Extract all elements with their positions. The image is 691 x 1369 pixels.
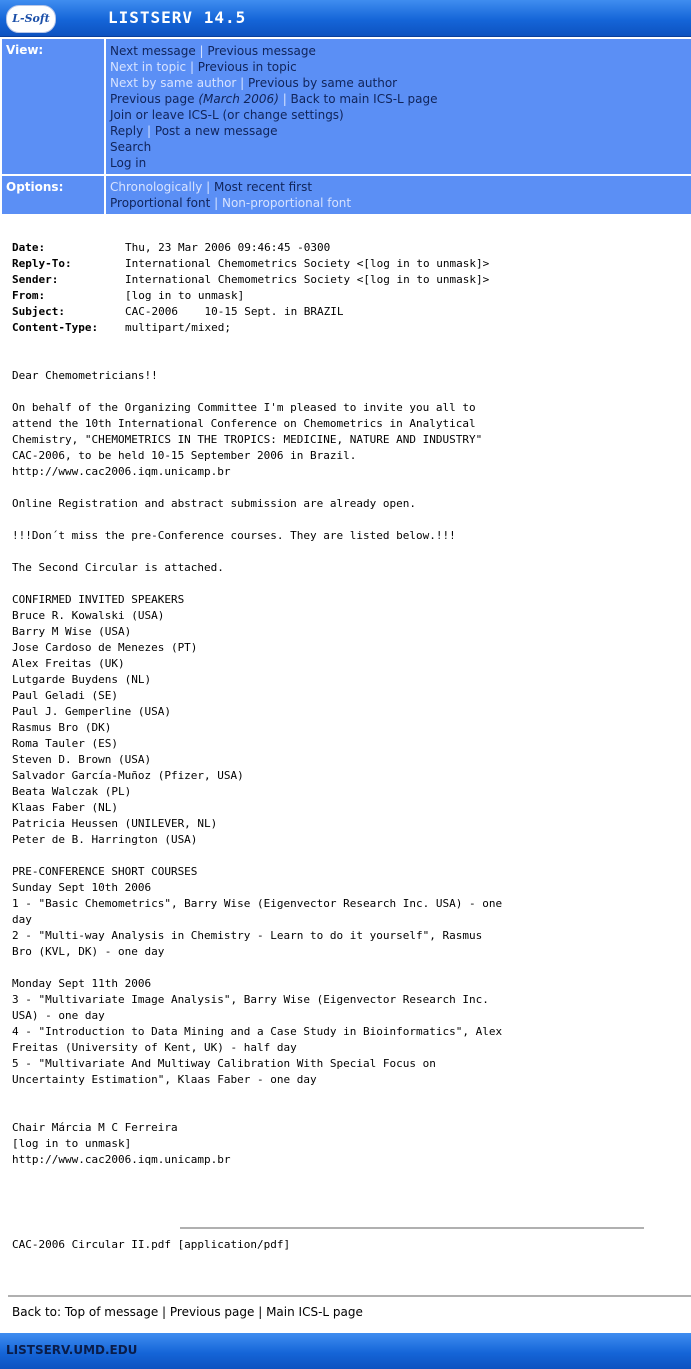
header-value: International Chemometrics Society <[log in to unmask]> — [125, 257, 490, 270]
header-value: CAC-2006 10-15 Sept. in BRAZIL — [125, 305, 344, 318]
attachment-link[interactable]: CAC-2006 Circular II.pdf [application/pdf] — [12, 1238, 291, 1251]
header-row — [12, 320, 652, 336]
header-key: From: — [12, 289, 46, 302]
link-separator: | — [195, 44, 208, 58]
options-links — [106, 176, 691, 214]
main-page-link[interactable]: Main ICS-L page — [266, 1305, 363, 1319]
most-recent-first-link[interactable]: Most recent first — [213, 180, 313, 194]
view-row — [110, 155, 146, 171]
header-row — [12, 256, 652, 272]
footer-divider — [8, 1295, 691, 1297]
options-panel — [2, 176, 691, 214]
march-2006-link[interactable]: (March 2006) — [198, 92, 279, 106]
header-row — [12, 288, 652, 304]
proportional-font-link[interactable]: Proportional font — [110, 196, 211, 210]
view-row — [110, 123, 278, 139]
view-row — [110, 59, 297, 75]
options-row — [110, 195, 351, 211]
header-key: Content-Type: — [12, 321, 99, 334]
top-of-message-link[interactable]: Top of message — [64, 1305, 159, 1319]
header-key: Sender: — [12, 273, 59, 286]
header-value: International Chemometrics Society <[log in to unmask]> — [125, 273, 490, 286]
previous-in-topic-link[interactable]: Previous in topic — [197, 60, 297, 74]
bottom-banner — [0, 1333, 691, 1369]
link-separator: | — [236, 76, 249, 90]
next-message-link[interactable]: Next message — [110, 44, 196, 58]
link-separator: | — [186, 60, 198, 74]
next-in-topic-link: Next in topic — [110, 60, 187, 74]
nav-separator: | — [254, 1305, 267, 1319]
app-title: LISTSERV 14.5 — [108, 8, 247, 27]
top-banner — [0, 0, 691, 37]
post-a-new-message-link[interactable]: Post a new message — [154, 124, 278, 138]
back-to-main-ics-l-page-link[interactable]: Back to main ICS-L page — [290, 92, 438, 106]
header-key: Date: — [12, 241, 46, 254]
chronologically-link: Chronologically — [110, 180, 203, 194]
reply-link[interactable]: Reply — [110, 124, 144, 138]
view-row — [110, 139, 151, 155]
header-row — [12, 240, 652, 256]
non-proportional-font-link: Non-proportional font — [221, 196, 352, 210]
previous-by-same-author-link[interactable]: Previous by same author — [248, 76, 398, 90]
attachment-divider — [180, 1227, 644, 1229]
header-row — [12, 304, 652, 320]
log-in-link[interactable]: Log in — [110, 156, 147, 170]
lsoft-logo[interactable]: L-Soft — [6, 5, 56, 33]
nav-separator: | — [158, 1305, 170, 1319]
view-label: View: — [6, 43, 44, 57]
link-separator: | — [202, 180, 214, 194]
view-label-cell — [2, 39, 104, 174]
options-label: Options: — [6, 180, 64, 194]
back-to-label: Back to: — [12, 1305, 65, 1319]
view-row — [110, 91, 438, 107]
options-row — [110, 179, 312, 195]
message-content — [12, 240, 652, 1168]
view-row — [110, 107, 344, 123]
previous-message-link[interactable]: Previous message — [207, 44, 316, 58]
header-value: multipart/mixed; — [125, 321, 231, 334]
options-label-cell — [2, 176, 104, 214]
join-or-leave-ics-l-or-change-settings-link[interactable]: Join or leave ICS-L (or change settings) — [110, 108, 344, 122]
link-separator: | — [278, 92, 291, 106]
header-value: Thu, 23 Mar 2006 09:46:45 -0300 — [125, 241, 331, 254]
message-headers — [12, 240, 652, 336]
previous-page-link[interactable]: Previous page — [110, 92, 199, 106]
previous-page-link[interactable]: Previous page — [169, 1305, 255, 1319]
view-links — [106, 39, 691, 174]
view-panel — [2, 39, 691, 174]
view-row — [110, 75, 397, 91]
header-value: [log in to unmask] — [125, 289, 245, 302]
next-by-same-author-link: Next by same author — [110, 76, 237, 90]
back-to-nav — [12, 1305, 363, 1319]
header-row — [12, 272, 652, 288]
link-separator: | — [143, 124, 155, 138]
link-separator: | — [210, 196, 222, 210]
view-row — [110, 43, 316, 59]
header-key: Subject: — [12, 305, 65, 318]
search-link[interactable]: Search — [110, 140, 152, 154]
host-link[interactable]: LISTSERV.UMD.EDU — [6, 1343, 138, 1357]
message-body: Dear Chemometricians!! On behalf of the Organizing Committee I'm pleased to invite you all to attend the 10th International Conference on Chemometrics in Analytical Chemistry, "CHEMOMETRICS IN THE TROPICS: MEDICINE, NATURE AND INDUSTRY" CAC-2006, to be held 10-15 September 2006 in Brazil. http://www.cac2006.iqm.unicamp.br Online Registration and abstract submission are already open. !!!Don´t miss the pre-Conference courses. They are listed below.!!! The Second Circular is attached. CONFIRMED INVITED SPEAKERS Bruce R. Kowalski (USA) Barry M Wise (USA) Jose Cardoso de Menezes (PT) Alex Freitas (UK) Lutgarde Buydens (NL) Paul Geladi (SE) Paul J. Gemperline (USA) Rasmus Bro (DK) Roma Tauler (ES) Steven D. Brown (USA) Salvador García-Muñoz (Pfizer, USA) Beata Walczak (PL) Klaas Faber (NL) Patricia Heussen (UNILEVER, NL) Peter de B. Harrington (USA) PRE-CONFERENCE SHORT COURSES Sunday Sept 10th 2006 1 - "Basic Chemometrics", Barry Wise (Eigenvector Research Inc. USA) - one day 2 - "Multi-way Analysis in Chemistry - Learn to do it yourself", Rasmus Bro (KVL, DK) - one day Monday Sept 11th 2006 3 - "Multivariate Image Analysis", Barry Wise (Eigenvector Research Inc. USA) - one day 4 - "Introduction to Data Mining and a Case Study in Bioinformatics", Alex Freitas (University of Kent, UK) - half day 5 - "Multivariate And Multiway Calibration With Special Focus on Uncertainty Estimation", Klaas Faber - one day Chair Márcia M C Ferreira [log in to unmask] http://www.cac2006.iqm.unicamp.br — [12, 369, 503, 1166]
header-key: Reply-To: — [12, 257, 72, 270]
